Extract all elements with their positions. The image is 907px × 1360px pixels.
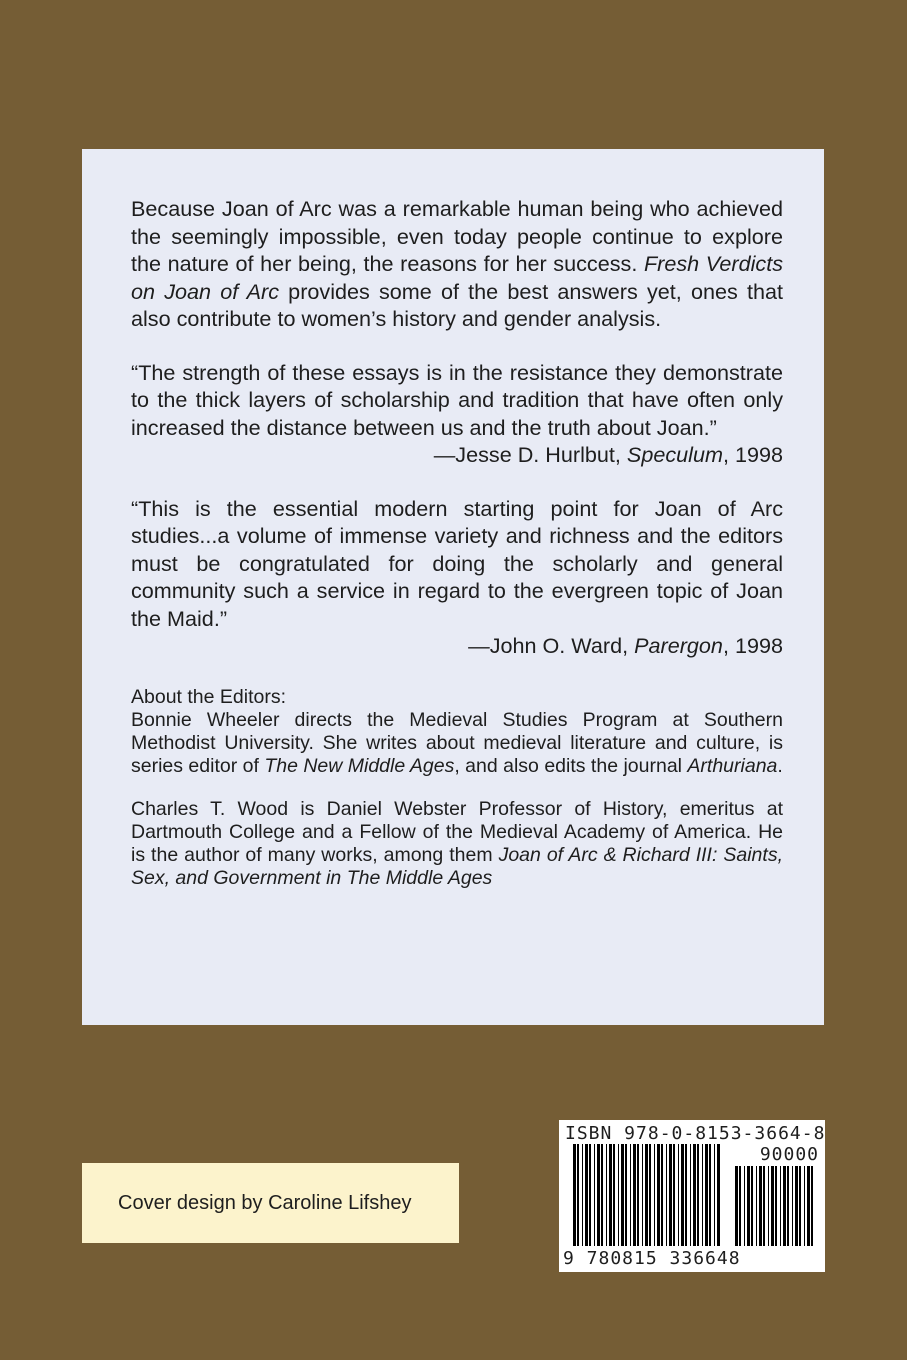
barcode-bars <box>573 1144 723 1246</box>
about-editors <box>131 686 783 890</box>
addon-barcode-bars <box>735 1166 817 1246</box>
cover-design-credit: Cover design by Caroline Lifshey <box>82 1163 459 1243</box>
about-editors-heading: About the Editors: <box>131 685 287 708</box>
ean-number: 9 780815 336648 <box>563 1248 741 1269</box>
isbn-number: ISBN 978-0-8153-3664-8 <box>565 1123 826 1144</box>
review-quote-2: “This is the essential modern starting point for Joan of Arc studies...a volume of immense variety and richness and the editors must be congratulated for doing the scholarly and general community such a service in regard to the evergreen topic of Joan the Maid.” <box>131 495 783 631</box>
price-addon-number: 90000 <box>759 1144 819 1165</box>
review-attribution-2: —John O. Ward, Parergon, 1998 <box>468 633 783 658</box>
editor-bio-wood: Charles T. Wood is Daniel Webster Professor of History, emeritus at Dartmouth College and a Fellow of the Medieval Academy of America. He is the author of many works, among them Joan of Arc & Richard III: Saints, Sex, and Government in The Middle Ages <box>131 797 783 889</box>
review-quote-1: “The strength of these essays is in the resistance they demonstrate to the thick layers of scholarship and tradition that have often only increased the distance between us and the truth about Joan.” <box>131 359 783 440</box>
review-attribution-1: —Jesse D. Hurlbut, Speculum, 1998 <box>433 442 783 467</box>
editor-bio-wheeler: Bonnie Wheeler directs the Medieval Studies Program at Southern Methodist University. She writes about medieval literature and culture, is series editor of The New Middle Ages, and also edits the journal Arthuriana. <box>131 708 783 777</box>
book-title: Fresh Verdicts on Joan of Arc <box>131 251 783 304</box>
back-cover-text-panel <box>82 149 824 1025</box>
isbn-barcode <box>559 1120 825 1272</box>
book-description: Because Joan of Arc was a remarkable human being who achieved the seemingly impossible, even today people continue to explore the nature of her being, the reasons for her success. Fresh Verdicts on Joan of Arc provides some of the best answers yet, ones that also contribute to women’s history and gender analysis. <box>131 196 783 331</box>
